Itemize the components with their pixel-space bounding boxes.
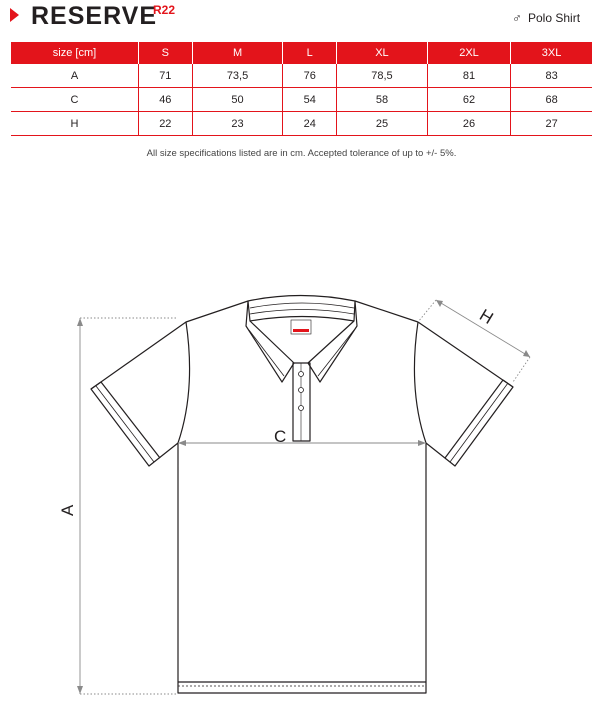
arrow-icon — [10, 8, 19, 22]
table-cell: 50 — [192, 88, 283, 112]
column-header: L — [283, 42, 337, 64]
label-c: C — [274, 427, 287, 446]
table-cell: 24 — [283, 112, 337, 136]
table-cell: H — [11, 112, 139, 136]
table-cell: 78,5 — [337, 64, 428, 88]
male-icon: ♂ — [512, 10, 522, 25]
table-cell: 68 — [511, 88, 592, 112]
size-table — [11, 42, 592, 136]
table-cell: 46 — [139, 88, 193, 112]
product-code: R22 — [153, 3, 176, 17]
table-row — [11, 64, 592, 88]
polo-shirt-diagram — [0, 160, 603, 704]
column-header: size [cm] — [11, 42, 139, 64]
table-cell: 76 — [283, 64, 337, 88]
product-type: Polo Shirt — [528, 11, 581, 25]
button-icon — [299, 406, 304, 411]
shirt-body-outline — [91, 301, 513, 693]
column-header: M — [192, 42, 283, 64]
table-cell: 62 — [427, 88, 510, 112]
column-header: XL — [337, 42, 428, 64]
table-cell: A — [11, 64, 139, 88]
tolerance-note: All size specifications listed are in cm. Accepted tolerance of up to +/- 5%. — [146, 148, 457, 159]
table-cell: 27 — [511, 112, 592, 136]
table-row — [11, 112, 592, 136]
table-cell: 26 — [427, 112, 510, 136]
label-h: H — [476, 305, 497, 328]
table-cell: 54 — [283, 88, 337, 112]
table-cell: 83 — [511, 64, 592, 88]
table-cell: 73,5 — [192, 64, 283, 88]
left-cuff — [91, 382, 101, 389]
label-a: A — [58, 504, 77, 516]
page-header — [0, 0, 603, 36]
table-cell: 81 — [427, 64, 510, 88]
size-table-header — [11, 42, 592, 64]
button-icon — [299, 372, 304, 377]
column-header: S — [139, 42, 193, 64]
table-cell: 58 — [337, 88, 428, 112]
column-header: 2XL — [427, 42, 510, 64]
column-header: 3XL — [511, 42, 592, 64]
collar — [248, 296, 355, 322]
table-cell: C — [11, 88, 139, 112]
product-name: RESERVE — [31, 2, 158, 30]
table-cell: 71 — [139, 64, 193, 88]
button-icon — [299, 388, 304, 393]
table-cell: 22 — [139, 112, 193, 136]
table-cell: 25 — [337, 112, 428, 136]
table-cell: 23 — [192, 112, 283, 136]
table-row — [11, 88, 592, 112]
